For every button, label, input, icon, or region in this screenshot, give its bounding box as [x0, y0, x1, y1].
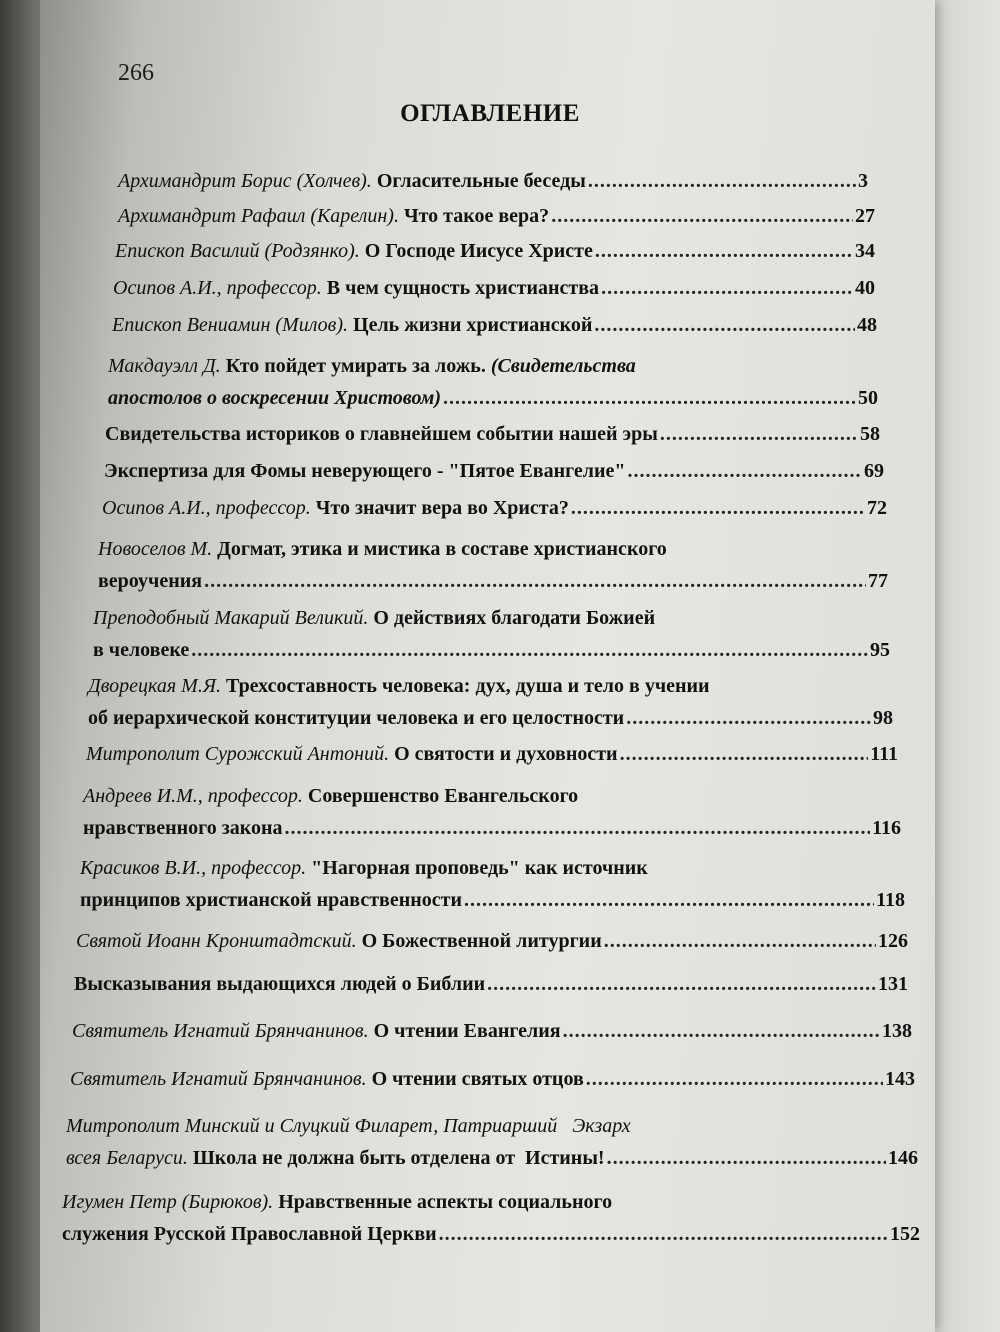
entry-author: Святитель Игнатий Брянчанинов.: [70, 1068, 367, 1090]
entry-author: Святой Иоанн Кронштадтский.: [76, 930, 357, 952]
dot-leader: [607, 1142, 886, 1174]
entry-title-line2: нравственного закона: [83, 817, 283, 839]
toc-heading: ОГЛАВЛЕНИЕ: [400, 100, 580, 127]
entry-title: Свидетельства историков о главнейшем событии нашей эры: [105, 423, 658, 445]
entry-title: Догмат, этика и мистика в составе христианского: [217, 538, 667, 560]
toc-entry: [108, 350, 878, 414]
toc-entry: [70, 1063, 915, 1095]
entry-author: Осипов А.И., профессор.: [102, 497, 311, 519]
dot-leader: [563, 1015, 880, 1047]
dot-leader: [439, 1218, 888, 1250]
dot-leader: [191, 634, 868, 666]
entry-page: 138: [882, 1020, 912, 1042]
dot-leader: [586, 1063, 883, 1095]
entry-title: "Нагорная проповедь" как источник: [311, 857, 648, 879]
entry-title: О действиях благодати Божией: [373, 607, 656, 629]
entry-page: 126: [878, 930, 908, 952]
entry-title: В чем сущность христианства: [326, 277, 600, 299]
entry-title: Что такое вера?: [403, 205, 550, 227]
entry-title: Кто пойдет умирать за ложь.: [225, 355, 486, 377]
entry-author: Макдауэлл Д.: [108, 355, 221, 377]
entry-title-line2: апостолов о воскресении Христовом): [108, 387, 442, 409]
entry-page: 111: [870, 743, 898, 765]
entry-page: 146: [888, 1147, 918, 1169]
entry-page: 116: [872, 817, 901, 839]
toc-entry: [113, 272, 875, 304]
entry-title-line2: служения Русской Православной Церкви: [62, 1223, 437, 1245]
toc-entry: [72, 1015, 912, 1047]
entry-title-line2: принципов христианской нравственности: [80, 889, 462, 911]
toc-entry: [105, 418, 880, 450]
dot-leader: [601, 272, 853, 304]
toc-entry: [86, 738, 898, 770]
entry-title: Цель жизни христианской: [353, 314, 593, 336]
toc-entry: [118, 200, 875, 232]
entry-author: Архимандрит Борис (Холчев).: [118, 170, 372, 192]
dot-leader: [464, 884, 874, 916]
dot-leader: [620, 738, 869, 770]
dot-leader: [626, 702, 871, 734]
dot-leader: [604, 925, 876, 957]
entry-author: Дворецкая М.Я.: [88, 675, 221, 697]
entry-title: Высказывания выдающихся людей о Библии: [74, 973, 486, 995]
toc-entry: [93, 602, 890, 666]
entry-page: 72: [867, 497, 887, 519]
dot-leader: [595, 235, 853, 267]
entry-title: Экспертиза для Фомы неверующего - "Пятое Евангелие": [104, 460, 626, 482]
entry-title: Совершенство Евангельского: [307, 785, 579, 807]
entry-page: 77: [868, 570, 888, 592]
toc-entry: [102, 492, 887, 524]
entry-page: 34: [855, 240, 875, 262]
entry-author: Епископ Вениамин (Милов).: [112, 314, 349, 336]
entry-page: 95: [870, 639, 890, 661]
entry-title-line2: об иерархической конституции человека и его целостности: [88, 707, 625, 729]
entry-title: Трехсоставность человека: дух, душа и тело в учении: [225, 675, 710, 697]
toc-entry: [76, 925, 908, 957]
entry-page: 152: [890, 1223, 920, 1245]
dot-leader: [571, 492, 865, 524]
dot-leader: [660, 418, 858, 450]
entry-page: 131: [878, 973, 908, 995]
dot-leader: [594, 309, 855, 341]
entry-author: Архимандрит Рафаил (Карелин).: [118, 205, 399, 227]
dot-leader: [628, 455, 862, 487]
entry-page: 58: [860, 423, 880, 445]
dot-leader: [285, 812, 871, 844]
entry-author: Преподобный Макарий Великий.: [93, 607, 369, 629]
entry-title: О святости и духовности: [394, 743, 618, 765]
entry-author: Святитель Игнатий Брянчанинов.: [72, 1020, 369, 1042]
toc-entry: [98, 533, 888, 597]
entry-author: Митрополит Минский и Слуцкий Филарет, Патриарший Экзарх: [66, 1115, 631, 1137]
entry-author-line2: всея Беларуси.: [66, 1147, 188, 1169]
toc-entry: [118, 165, 868, 197]
dot-leader: [551, 200, 853, 232]
entry-page: 98: [873, 707, 893, 729]
toc-entry: [66, 1110, 918, 1174]
entry-author: Новоселов М.: [98, 538, 213, 560]
entry-page: 69: [864, 460, 884, 482]
entry-author: Красиков В.И., профессор.: [80, 857, 307, 879]
entry-author: Епископ Василий (Родзянко).: [115, 240, 360, 262]
dot-leader: [487, 968, 876, 1000]
entry-page: 27: [855, 205, 875, 227]
entry-author: Осипов А.И., профессор.: [113, 277, 322, 299]
entry-title: О Божественной литургии: [361, 930, 602, 952]
toc-entry: [112, 309, 877, 341]
entry-author: Андреев И.М., профессор.: [83, 785, 303, 807]
entry-title: Что значит вера во Христа?: [315, 497, 569, 519]
entry-title-line2: вероучения: [98, 570, 203, 592]
entry-author: Игумен Петр (Бирюков).: [62, 1191, 274, 1213]
entry-title: Школа не должна быть отделена от Истины!: [192, 1147, 605, 1169]
dot-leader: [443, 382, 856, 414]
entry-title: О чтении святых отцов: [371, 1068, 584, 1090]
dot-leader: [588, 165, 856, 197]
entry-title: Нравственные аспекты социального: [278, 1191, 613, 1213]
toc-entry: [115, 235, 875, 267]
page-number: 266: [118, 60, 154, 86]
toc-entry: [74, 968, 908, 1000]
entry-title-italic: (Свидетельства: [490, 355, 636, 377]
entry-page: 143: [885, 1068, 915, 1090]
toc-entry: [104, 455, 884, 487]
entry-page: 40: [855, 277, 875, 299]
entry-title: Огласительные беседы: [376, 170, 586, 192]
entry-title: О Господе Иисусе Христе: [364, 240, 593, 262]
entry-title-line2: в человеке: [93, 639, 190, 661]
toc-entry: [80, 852, 905, 916]
toc-entry: [83, 780, 901, 844]
entry-page: 118: [876, 889, 905, 911]
entry-page: 50: [858, 387, 878, 409]
entry-author: Митрополит Сурожский Антоний.: [86, 743, 390, 765]
toc-entry: [88, 670, 893, 734]
toc-entry: [62, 1186, 920, 1250]
entry-title: О чтении Евангелия: [373, 1020, 561, 1042]
entry-page: 3: [858, 170, 868, 192]
dot-leader: [204, 565, 866, 597]
entry-page: 48: [857, 314, 877, 336]
